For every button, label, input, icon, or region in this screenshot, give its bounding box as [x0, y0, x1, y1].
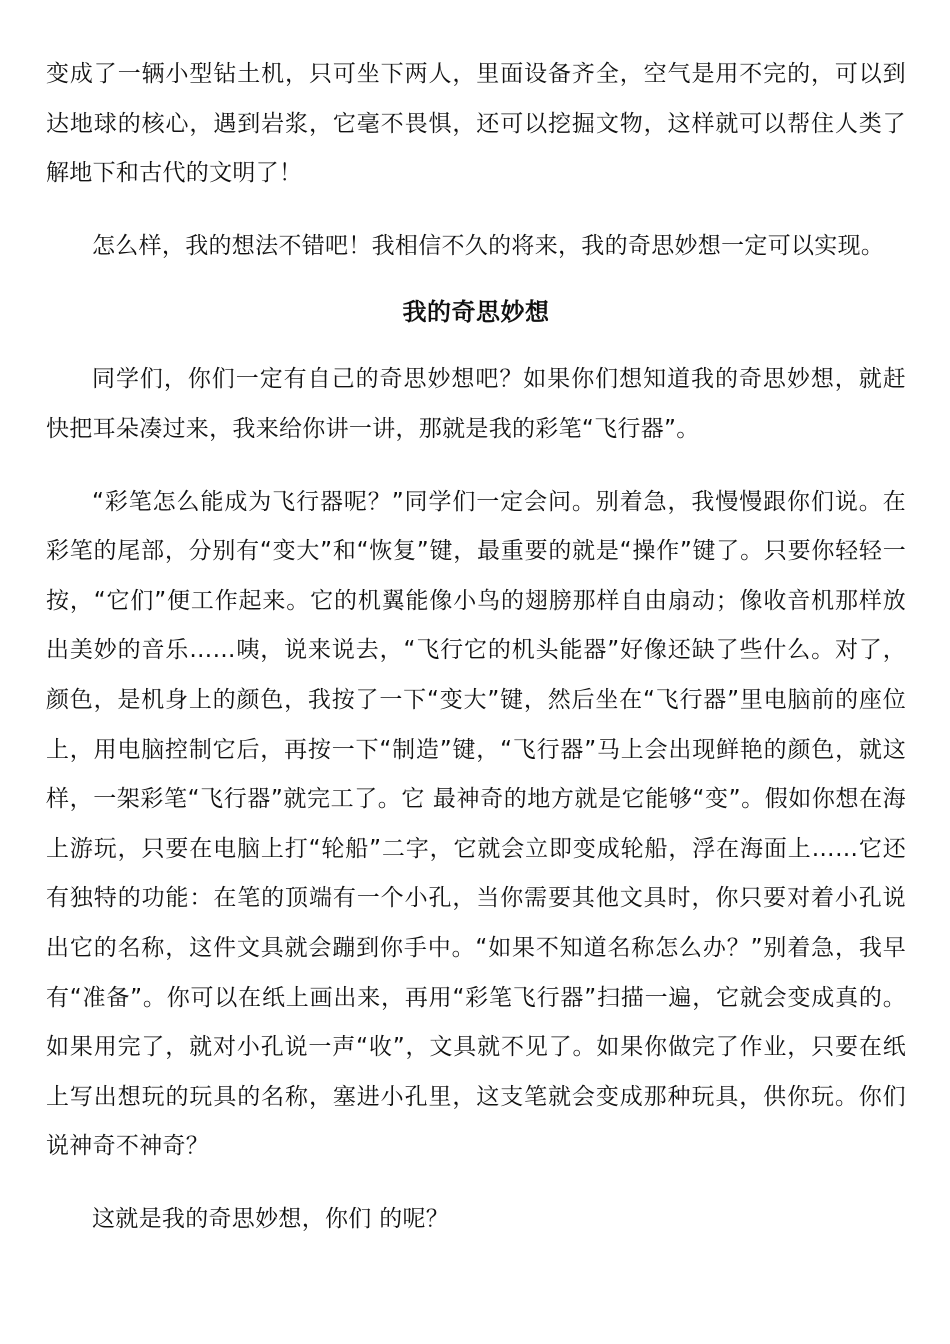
paragraph-intro: 同学们，你们一定有自己的奇思妙想吧？如果你们想知道我的奇思妙想，就赶快把耳朵凑过来，我来给你讲一讲，那就是我的彩笔“飞行器”。	[46, 366, 906, 442]
essay-title: 我的奇思妙想	[402, 298, 550, 327]
paragraph-drilling-machine: 变成了一辆小型钻土机，只可坐下两人，里面设备齐全，空气是用不完的，可以到达地球的核心，遇到岩浆，它毫不畏惧，还可以挖掘文物，这样就可以帮住人类了解地下和古代的文明了！	[46, 61, 906, 187]
paragraph-ending: 这就是我的奇思妙想，你们 的呢？	[92, 1205, 450, 1232]
document-page	[46, 50, 906, 1244]
paragraph-main-body: “彩笔怎么能成为飞行器呢？”同学们一定会问。别着急，我慢慢跟你们说。在彩笔的尾部，分别有“变大”和“恢复”键，最重要的就是“操作”键了。只要你轻轻一按，“它们”便工作起来。它的机翼能像小鸟的翅膀那样自由扇动；像收音机那样放出美妙的音乐……咦，说来说去，“飞行它的机头能器”好像还缺了些什么。对了，颜色，是机身上的颜色，我按了一下“变大”键，然后坐在“飞行器”里电脑前的座位上，用电脑控制它后，再按一下“制造”键，“飞行器”马上会出现鲜艳的颜色，就这样，一架彩笔“飞行器”就完工了。它 最神奇的地方就是它能够“变”。假如你想在海上游玩，只要在电脑上打“轮船”二字，它就会立即变成轮船，浮在海面上……它还有独特的功能：在笔的顶端有一个小孔，当你需要其他文具时，你只要对着小孔说出它的名称，这件文具就会蹦到你手中。“如果不知道名称怎么办？”别着急，我早有“准备”。你可以在纸上画出来，再用“彩笔飞行器”扫描一遍，它就会变成真的。如果用完了，就对小孔说一声“收”，文具就不见了。如果你做完了作业，只要在纸上写出想玩的玩具的名称，塞进小孔里，这支笔就会变成那种玩具，供你玩。你们说神奇不神奇？	[46, 488, 906, 1160]
paragraph-conclusion-first: 怎么样，我的想法不错吧！我相信不久的将来，我的奇思妙想一定可以实现。	[92, 232, 885, 259]
